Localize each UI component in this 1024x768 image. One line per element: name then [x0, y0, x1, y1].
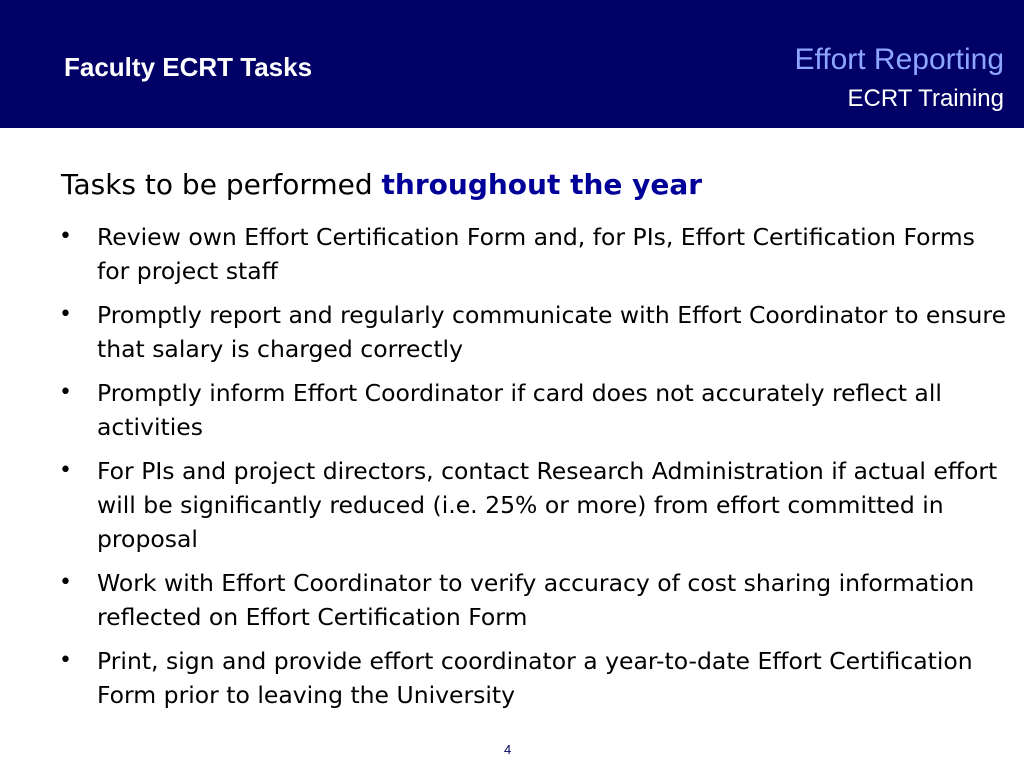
list-item — [57, 454, 1007, 556]
brand-subtitle: ECRT Training — [847, 85, 1004, 112]
bullet-icon: • — [59, 570, 72, 595]
page-number: 4 — [504, 742, 512, 757]
intro-prefix: Tasks to be performed — [61, 168, 382, 201]
slide-title: Faculty ECRT Tasks — [64, 52, 313, 82]
list-item-text: Promptly report and regularly communicate with Effort Coordinator to ensure that salary is charged correctly — [97, 301, 1007, 363]
task-list — [57, 220, 1007, 722]
header-bar — [0, 0, 1024, 128]
bullet-icon: • — [59, 380, 72, 405]
bullet-icon: • — [59, 458, 72, 483]
list-item-text: Review own Effort Certification Form and, for PIs, Effort Certification Forms for project staff — [97, 223, 975, 285]
intro-heading — [61, 168, 702, 201]
list-item-text: Promptly inform Effort Coordinator if card does not accurately reflect all activities — [97, 379, 942, 441]
list-item — [57, 220, 1007, 288]
list-item — [57, 376, 1007, 444]
list-item-text: For PIs and project directors, contact Research Administration if actual effort will be significantly reduced (i.e. 25% or more) from effort committed in proposal — [97, 457, 998, 553]
list-item — [57, 644, 1007, 712]
intro-emphasis: throughout the year — [381, 168, 703, 201]
list-item-text: Work with Effort Coordinator to verify accuracy of cost sharing information reflected on Effort Certification Form — [97, 569, 975, 631]
brand-title: Effort Reporting — [794, 43, 1004, 76]
bullet-icon: • — [59, 224, 72, 249]
bullet-icon: • — [59, 648, 72, 673]
list-item-text: Print, sign and provide effort coordinator a year-to-date Effort Certification Form prior to leaving the University — [97, 647, 973, 709]
list-item — [57, 298, 1007, 366]
bullet-icon: • — [59, 302, 72, 327]
list-item — [57, 566, 1007, 634]
